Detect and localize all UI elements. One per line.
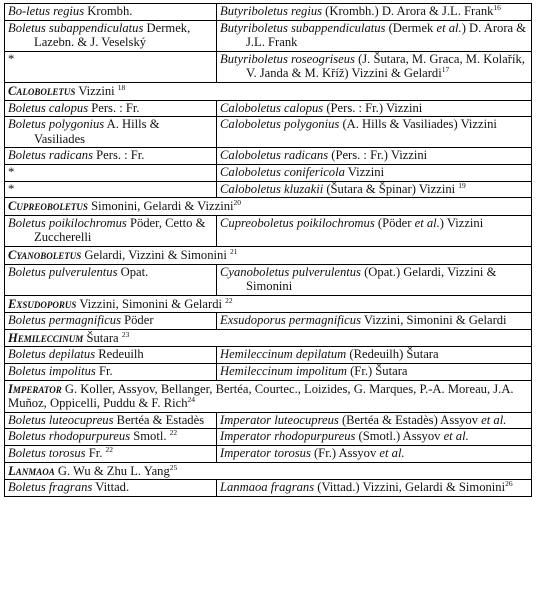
- taxon-name: Caloboletus calopus: [220, 100, 324, 115]
- table-row: [5, 480, 532, 497]
- new-name-cell: [217, 264, 532, 295]
- table-row: [5, 20, 532, 51]
- taxon-name: Butyriboletus roseogriseus: [220, 51, 355, 66]
- footnote-ref: 22: [169, 428, 178, 438]
- genus-name: Cupreoboletus: [8, 199, 88, 214]
- taxon-name: Caloboletus radicans: [220, 148, 329, 163]
- author-text: (Pers. : Fr.) Vizzini: [323, 100, 423, 115]
- author-text: Vittad.: [92, 480, 130, 495]
- new-name-cell: [217, 347, 532, 364]
- taxon-name: Boletus depilatus: [8, 347, 96, 362]
- author-text: (Pöder: [374, 215, 415, 230]
- author-text: *: [8, 181, 15, 196]
- author-text: G. Wu & Zhu L. Yang: [54, 463, 170, 478]
- author-text: Šutara: [83, 330, 122, 345]
- author-text: Vizzini, Simonini & Gelardi: [76, 296, 226, 311]
- new-name-cell: [217, 117, 532, 148]
- author-text: G. Koller, Assyov, Bellanger, Bertéa, Courtec., Loizides, G. Marques, P.-A. Moreau, J.A. Muñoz, Oppicelli, Puddu & F. Rich: [8, 381, 514, 411]
- new-name-cell: [217, 181, 532, 198]
- footnote-ref: 20: [233, 198, 241, 208]
- taxon-name: et al.: [436, 20, 462, 35]
- author-text: Redeuilh: [95, 347, 144, 362]
- author-text: (J. Šutara, M. Graca, M. Kolařík, V. Janda & M. Kříž) Vizzini & Gelardi: [246, 51, 525, 81]
- taxon-name: Boletus fragrans: [8, 480, 93, 495]
- genus-name: Exsudoporus: [8, 296, 77, 311]
- genus-header-cell: [5, 380, 532, 412]
- taxon-name: Caloboletus kluzakii: [220, 181, 324, 196]
- author-text: Pers. : Fr.: [88, 100, 140, 115]
- taxon-name: Boletus luteocupreus: [8, 412, 114, 427]
- genus-header-cell: [5, 82, 532, 100]
- author-text: Pöder: [120, 313, 154, 328]
- taxon-name: Imperator torosus: [220, 446, 311, 461]
- table-row: [5, 100, 532, 117]
- taxon-name: Boletus impolitus: [8, 364, 96, 379]
- table-row: [5, 364, 532, 381]
- author-text: Fr.: [85, 446, 106, 461]
- author-text: (Vittad.) Vizzini, Gelardi & Simonini: [314, 480, 506, 495]
- new-name-cell: [217, 446, 532, 463]
- footnote-ref: 21: [229, 246, 238, 256]
- taxon-name: Cyanoboletus pulverulentus: [220, 264, 361, 279]
- table-row: [5, 215, 532, 246]
- taxon-name: Boletus poikilochromus: [8, 215, 127, 230]
- old-name-cell: [5, 51, 217, 82]
- taxon-name: Boletus pulverulentus: [8, 264, 118, 279]
- taxon-name: Imperator luteocupreus: [220, 412, 339, 427]
- new-name-cell: [217, 164, 532, 181]
- old-name-cell: [5, 446, 217, 463]
- footnote-ref: 17: [441, 65, 450, 75]
- taxon-name: Boletus polygonius: [8, 117, 105, 132]
- table-row: [5, 429, 532, 446]
- taxon-name: Caloboletus polygonius: [220, 117, 340, 132]
- genus-header-row: [5, 246, 532, 264]
- genus-header-row: [5, 198, 532, 216]
- table-row: [5, 51, 532, 82]
- old-name-cell: [5, 313, 217, 330]
- new-name-cell: [217, 148, 532, 165]
- genus-name: Caloboletus: [8, 83, 76, 98]
- author-text: (Fr.) Assyov: [310, 446, 380, 461]
- table-body: [5, 4, 532, 497]
- table-row: [5, 412, 532, 429]
- taxon-name: et al.: [481, 412, 507, 427]
- table-row: [5, 446, 532, 463]
- footnote-ref: 25: [169, 462, 178, 472]
- new-name-cell: [217, 100, 532, 117]
- author-text: Smotl.: [130, 429, 170, 444]
- author-text: (Krombh.) D. Arora & J.L. Frank: [322, 4, 494, 18]
- new-name-cell: [217, 4, 532, 21]
- taxon-name: Butyriboletus subappendiculatus: [220, 20, 386, 35]
- footnote-ref: 22: [105, 445, 114, 455]
- author-text: ) Vizzini: [439, 215, 484, 230]
- old-name-cell: [5, 412, 217, 429]
- taxon-name: Lanmaoa fragrans: [220, 480, 315, 495]
- author-text: (Pers. : Fr.) Vizzini: [328, 148, 428, 163]
- table-row: [5, 4, 532, 21]
- old-name-cell: [5, 4, 217, 21]
- author-text: Bertéa & Estadès: [113, 412, 205, 427]
- author-text: Vizzini: [75, 83, 118, 98]
- taxon-name: Cupreoboletus poikilochromus: [220, 215, 375, 230]
- footnote-ref: 16: [493, 3, 501, 12]
- author-text: Gelardi, Vizzini & Simonini: [81, 247, 230, 262]
- table-row: [5, 164, 532, 181]
- taxon-name: Imperator rhodopurpureus: [220, 429, 356, 444]
- author-text: Simonini, Gelardi & Vizzini: [87, 199, 234, 214]
- footnote-ref: 22: [225, 295, 233, 305]
- taxonomy-table: [4, 3, 532, 497]
- author-text: A. Hills & Vasiliades: [34, 117, 160, 146]
- old-name-cell: [5, 347, 217, 364]
- author-text: Fr.: [95, 364, 113, 379]
- taxon-name: Bo-letus regius: [8, 4, 85, 18]
- new-name-cell: [217, 412, 532, 429]
- genus-header-row: [5, 82, 532, 100]
- genus-header-row: [5, 329, 532, 347]
- taxon-name: et al.: [379, 446, 405, 461]
- old-name-cell: [5, 429, 217, 446]
- author-text: Pöder, Cetto & Zuccherelli: [34, 215, 206, 245]
- genus-header-cell: [5, 246, 532, 264]
- genus-header-row: [5, 462, 532, 480]
- taxon-name: Boletus radicans: [8, 148, 94, 163]
- author-text: Vizzini, Simonini & Gelardi: [360, 313, 507, 328]
- author-text: Vizzini: [344, 164, 385, 179]
- old-name-cell: [5, 480, 217, 497]
- new-name-cell: [217, 364, 532, 381]
- taxon-name: Butyriboletus regius: [220, 4, 323, 18]
- old-name-cell: [5, 181, 217, 198]
- taxon-name: Exsudoporus permagnificus: [220, 313, 361, 328]
- taxon-name: et al.: [414, 215, 440, 230]
- old-name-cell: [5, 100, 217, 117]
- new-name-cell: [217, 429, 532, 446]
- author-text: (A. Hills & Vasiliades) Vizzini: [339, 117, 497, 132]
- author-text: Dermek, Lazebn. & J. Veselský: [34, 20, 191, 50]
- author-text: (Dermek: [385, 20, 437, 35]
- new-name-cell: [217, 215, 532, 246]
- author-text: (Šutara & Špinar) Vizzini: [323, 181, 459, 196]
- author-text: ) D. Arora & J.L. Frank: [246, 20, 527, 50]
- footnote-ref: 19: [458, 180, 466, 190]
- genus-name: Lanmaoa: [8, 463, 55, 478]
- genus-name: Hemileccinum: [8, 330, 84, 345]
- footnote-ref: 26: [505, 479, 513, 489]
- taxon-name: et al.: [443, 429, 469, 444]
- taxon-name: Hemileccinum impolitum: [220, 364, 347, 379]
- author-text: (Bertéa & Estadès) Assyov: [338, 412, 482, 427]
- new-name-cell: [217, 20, 532, 51]
- author-text: (Smotl.) Assyov: [355, 429, 444, 444]
- new-name-cell: [217, 480, 532, 497]
- genus-header-cell: [5, 198, 532, 216]
- footnote-ref: 18: [117, 82, 126, 92]
- old-name-cell: [5, 364, 217, 381]
- genus-name: Imperator: [8, 381, 62, 396]
- old-name-cell: [5, 20, 217, 51]
- table-row: [5, 181, 532, 198]
- author-text: Pers. : Fr.: [93, 148, 145, 163]
- author-text: (Opat.) Gelardi, Vizzini & Simonini: [246, 264, 497, 294]
- table-row: [5, 313, 532, 330]
- footnote-ref: 23: [121, 329, 130, 339]
- genus-name: Cyanoboletus: [8, 247, 82, 262]
- author-text: (Fr.) Šutara: [346, 364, 408, 379]
- taxon-name: Boletus rhodopurpureus: [8, 429, 131, 444]
- taxon-name: Caloboletus conifericola: [220, 164, 345, 179]
- old-name-cell: [5, 264, 217, 295]
- table-row: [5, 117, 532, 148]
- taxon-name: Boletus torosus: [8, 446, 86, 461]
- table-row: [5, 148, 532, 165]
- footnote-ref: 24: [187, 395, 195, 405]
- taxon-name: Boletus subappendiculatus: [8, 20, 144, 35]
- new-name-cell: [217, 51, 532, 82]
- new-name-cell: [217, 313, 532, 330]
- table-row: [5, 347, 532, 364]
- taxon-name: Boletus permagnificus: [8, 313, 121, 328]
- author-text: (Redeuilh) Šutara: [346, 347, 439, 362]
- old-name-cell: [5, 164, 217, 181]
- table-row: [5, 264, 532, 295]
- old-name-cell: [5, 148, 217, 165]
- genus-header-cell: [5, 295, 532, 313]
- old-name-cell: [5, 215, 217, 246]
- author-text: *: [8, 164, 15, 179]
- author-text: Opat.: [117, 264, 149, 279]
- taxon-name: Boletus calopus: [8, 100, 89, 115]
- taxon-name: Hemileccinum depilatum: [220, 347, 347, 362]
- genus-header-cell: [5, 329, 532, 347]
- document-page: [4, 3, 531, 497]
- old-name-cell: [5, 117, 217, 148]
- genus-header-cell: [5, 462, 532, 480]
- author-text: *: [8, 51, 15, 66]
- genus-header-row: [5, 380, 532, 412]
- genus-header-row: [5, 295, 532, 313]
- author-text: Krombh.: [84, 4, 133, 18]
